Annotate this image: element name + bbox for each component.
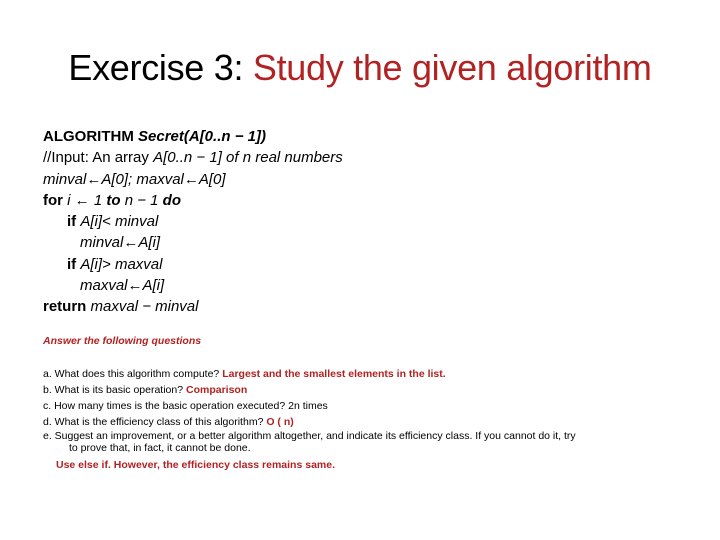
question-e	[43, 430, 683, 454]
algorithm-block	[43, 126, 703, 318]
if-maxval-line	[43, 254, 703, 275]
answer-e	[43, 457, 683, 473]
if-keyword: if	[67, 213, 77, 231]
if-minval-line	[43, 211, 703, 232]
assign-minval-line: minval←A[i]	[80, 234, 161, 252]
algorithm-header-line	[43, 126, 703, 147]
input-comment-line	[43, 147, 703, 168]
question-a-text: a. What does this algorithm compute?	[43, 368, 220, 380]
return-expression: maxval − minval	[90, 298, 199, 316]
questions-list	[43, 366, 683, 473]
to-keyword: to	[106, 191, 121, 209]
return-keyword: return	[43, 298, 87, 316]
question-e-text: e. Suggest an improvement, or a better algorithm altogether, and indicate its efficiency class. If you cannot do it, try	[43, 430, 576, 442]
answer-d: O ( n)	[266, 416, 294, 428]
assign-maxval-line: maxval←A[i]	[80, 277, 165, 295]
answer-b: Comparison	[186, 384, 248, 396]
question-b-text: b. What is its basic operation?	[43, 384, 184, 396]
question-b	[43, 382, 683, 398]
input-comment-tail: real numbers	[251, 149, 343, 167]
question-d	[43, 414, 683, 430]
question-c-text: c. How many times is the basic operation executed? 2n times	[43, 400, 328, 412]
question-a	[43, 366, 683, 382]
algorithm-name: Secret(A[0..n − 1])	[138, 128, 266, 145]
if-keyword: if	[67, 255, 77, 273]
for-start: 1	[93, 191, 103, 209]
answer-e-note: However, the efficiency class remains same.	[113, 459, 335, 471]
for-variable: i ←	[67, 191, 90, 209]
if-maxval-condition: A[i]> maxval	[80, 255, 163, 273]
questions-heading: Answer the following questions	[43, 335, 202, 347]
slide-title	[0, 44, 720, 92]
for-keyword: for	[43, 191, 63, 209]
return-line	[43, 296, 703, 317]
input-comment-array: A[0..n − 1]	[153, 149, 222, 167]
input-comment-mid: of	[221, 149, 243, 167]
slide-title-accent: Study the given algorithm	[252, 47, 652, 88]
if-minval-condition: A[i]< minval	[80, 213, 159, 231]
input-comment-n: n	[242, 149, 252, 167]
question-c	[43, 398, 683, 414]
input-comment-prefix: //Input: An array	[43, 149, 154, 167]
answer-a: Largest and the smallest elements in the list.	[222, 368, 446, 380]
question-e-continuation: to prove that, in fact, it cannot be done.	[69, 442, 251, 454]
for-end: n − 1	[124, 191, 159, 209]
init-line: minval←A[0]; maxval←A[0]	[43, 170, 226, 188]
algorithm-keyword: ALGORITHM	[43, 128, 134, 145]
question-d-text: d. What is the efficiency class of this algorithm?	[43, 416, 264, 428]
do-keyword: do	[162, 191, 181, 209]
slide-title-prefix: Exercise 3:	[68, 47, 253, 88]
answer-e-plain: Use else if.	[56, 459, 111, 471]
for-line	[43, 190, 703, 211]
